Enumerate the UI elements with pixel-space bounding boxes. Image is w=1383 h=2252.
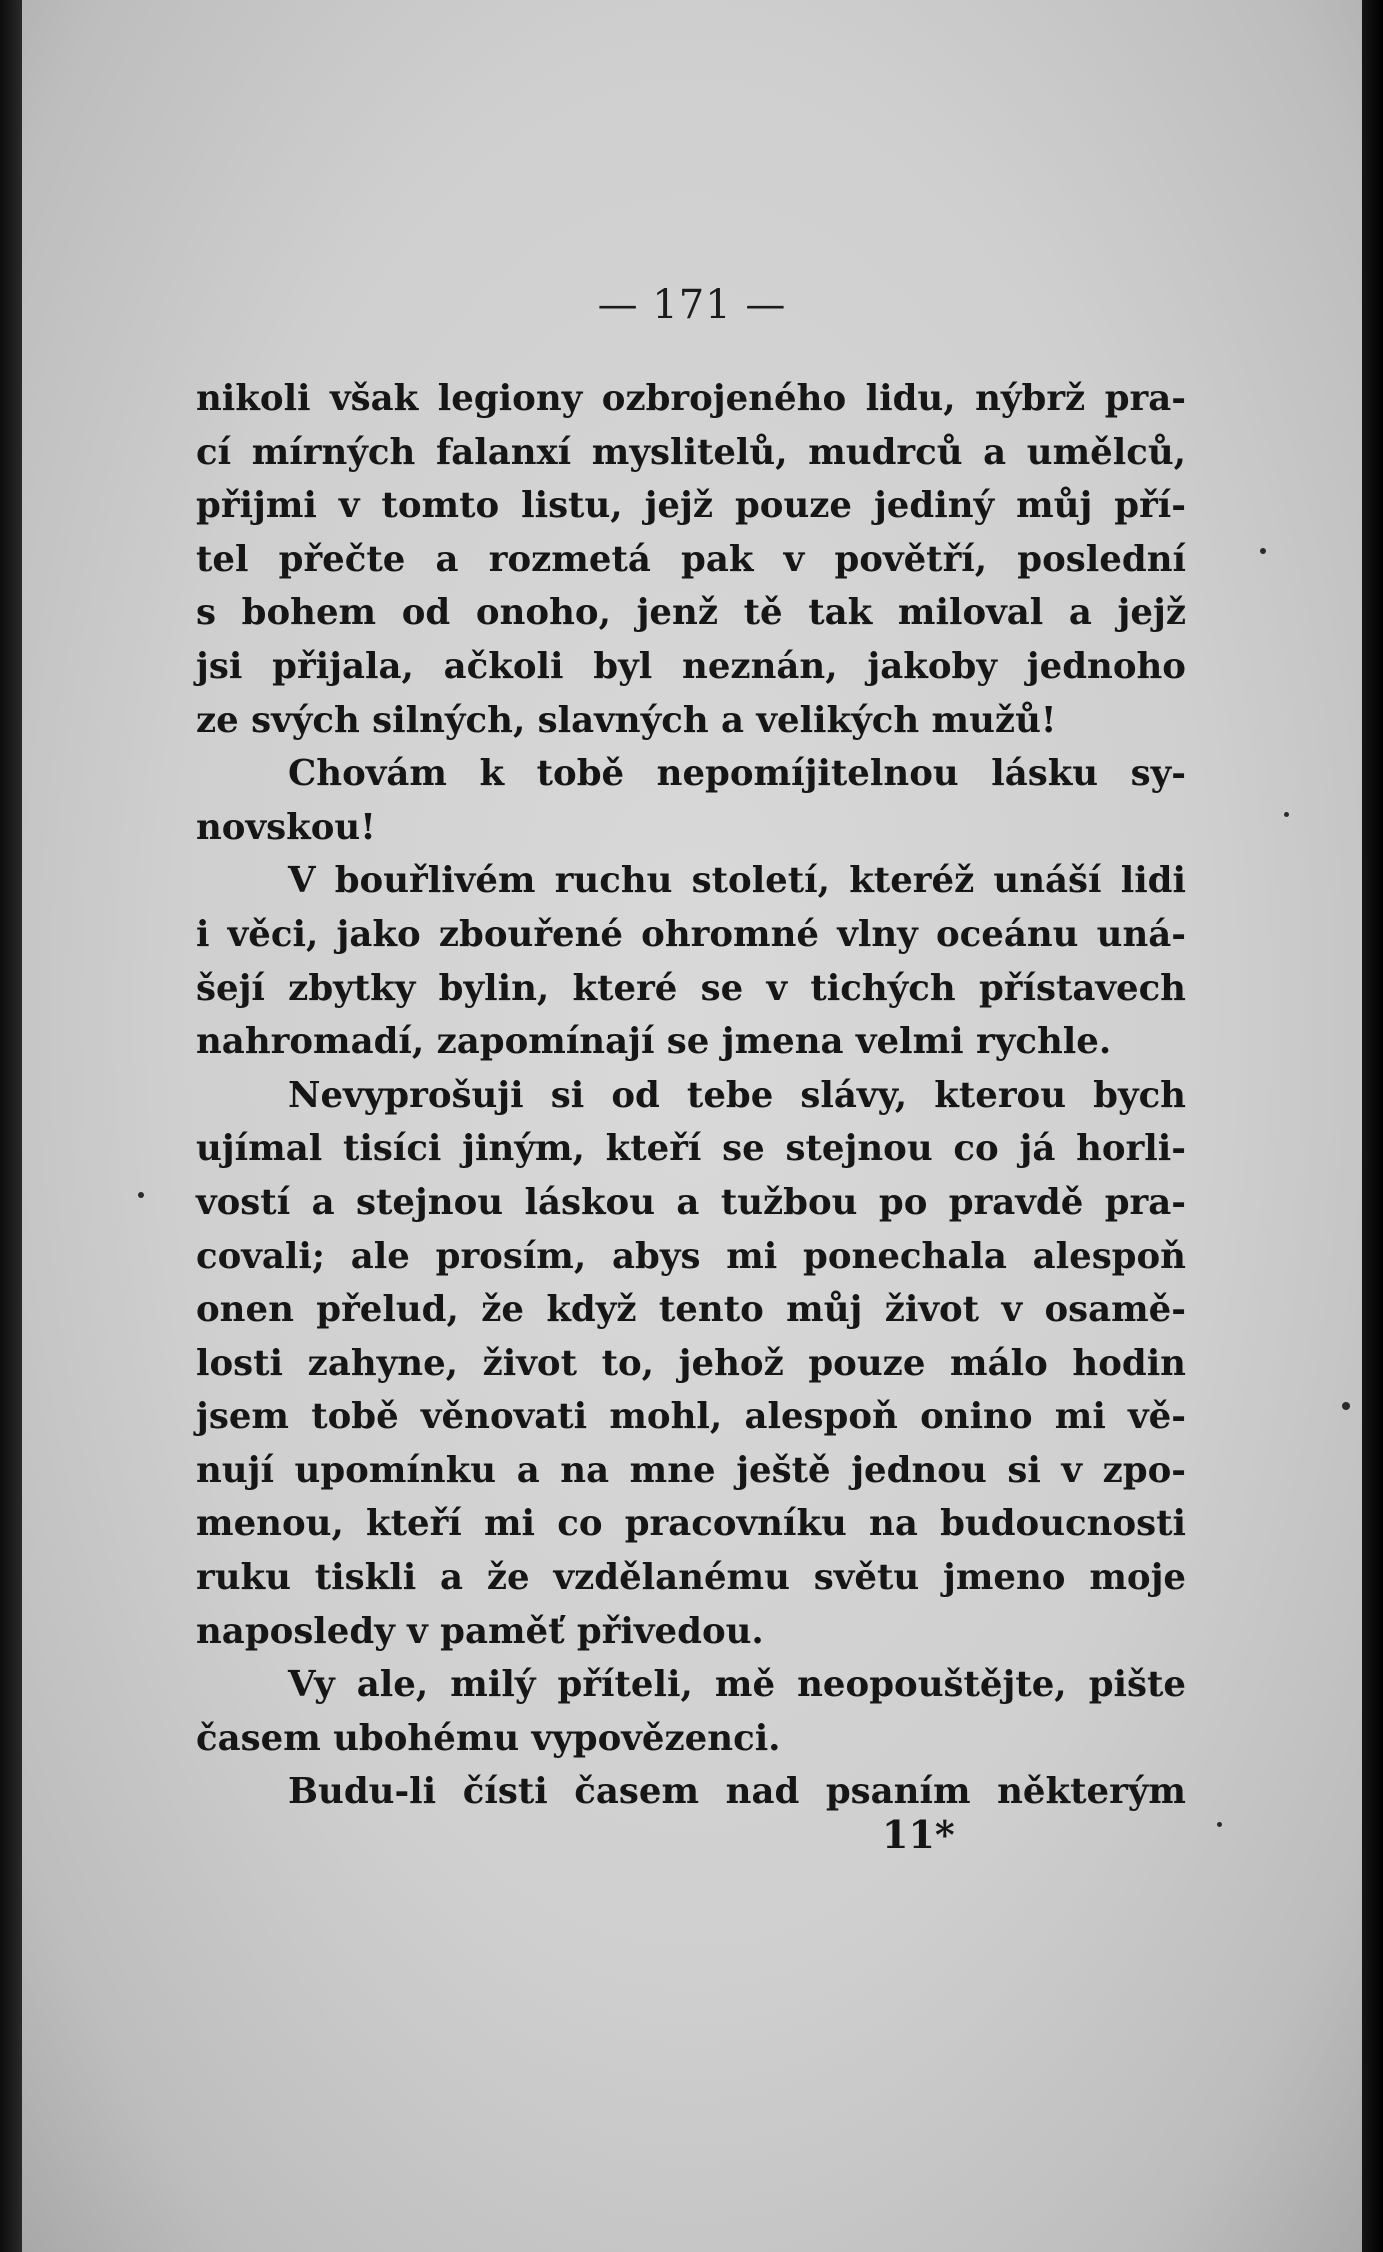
book-gutter-left xyxy=(0,0,22,2252)
text-line: Chovám k tobě nepomíjitelnou lásku sy- xyxy=(288,753,1186,795)
text-line: Nevyprošuji si od tebe slávy, kterou bych xyxy=(288,1074,1186,1116)
print-speck xyxy=(1217,1822,1222,1827)
text-line: naposledy v paměť přivedou. xyxy=(196,1610,764,1652)
text-line: i věci, jako zbouřené ohromné vlny oceánu uná- xyxy=(196,913,1186,955)
text-line: nahromadí, zapomínají se jmena velmi rychle. xyxy=(196,1021,1112,1063)
text-line: tel přečte a rozmetá pak v povětří, poslední xyxy=(196,538,1186,580)
text-line: ujímal tisíci jiným, kteří se stejnou co já horli- xyxy=(196,1128,1186,1170)
text-line: šejí zbytky bylin, které se v tichých přístavech xyxy=(196,967,1186,1009)
text-line: ruku tiskli a že vzdělanému světu jmeno moje xyxy=(196,1557,1186,1599)
text-line: jsem tobě věnovati mohl, alespoň onino mi vě- xyxy=(196,1396,1186,1438)
text-line: nují upomínku a na mne ještě jednou si v zpo- xyxy=(196,1449,1186,1491)
body-text xyxy=(196,372,1186,1819)
text-line: V bouřlivém ruchu století, kteréž unáší lidi xyxy=(288,860,1186,902)
text-line: nikoli však legiony ozbrojeného lidu, nýbrž pra- xyxy=(196,378,1186,419)
printer-signature-mark: 11* xyxy=(882,1812,955,1857)
text-line: Budu-li čísti časem nad psaním některým xyxy=(288,1771,1186,1813)
text-line: novskou! xyxy=(196,806,376,848)
print-speck xyxy=(1342,1402,1350,1410)
text-line: cí mírných falanxí myslitelů, mudrců a umělců, xyxy=(196,431,1186,473)
text-line: ze svých silných, slavných a velikých mužů! xyxy=(196,699,1057,741)
text-line: losti zahyne, život to, jehož pouze málo hodin xyxy=(196,1342,1186,1384)
text-line: onen přelud, že když tento můj život v osamě- xyxy=(196,1289,1186,1331)
book-edge-right xyxy=(1362,0,1383,2252)
text-line: s bohem od onoho, jenž tě tak miloval a jejž xyxy=(196,592,1186,634)
text-line: menou, kteří mi co pracovníku na budoucnosti xyxy=(196,1503,1186,1545)
print-speck xyxy=(1284,812,1289,817)
print-speck xyxy=(138,1192,144,1198)
text-line: Vy ale, milý příteli, mě neopouštějte, pište xyxy=(288,1664,1186,1706)
text-line: covali; ale prosím, abys mi ponechala alespoň xyxy=(196,1235,1186,1277)
text-line: přijmi v tomto listu, jejž pouze jediný můj pří- xyxy=(196,485,1186,527)
text-line: jsi přijala, ačkoli byl neznán, jakoby jednoho xyxy=(196,645,1186,687)
print-speck xyxy=(1260,548,1266,554)
text-line: časem ubohému vypovězenci. xyxy=(196,1717,781,1759)
page-number: — 171 — xyxy=(597,282,787,328)
text-line: vostí a stejnou láskou a tužbou po pravdě pra- xyxy=(196,1181,1186,1223)
book-page xyxy=(22,0,1362,2252)
